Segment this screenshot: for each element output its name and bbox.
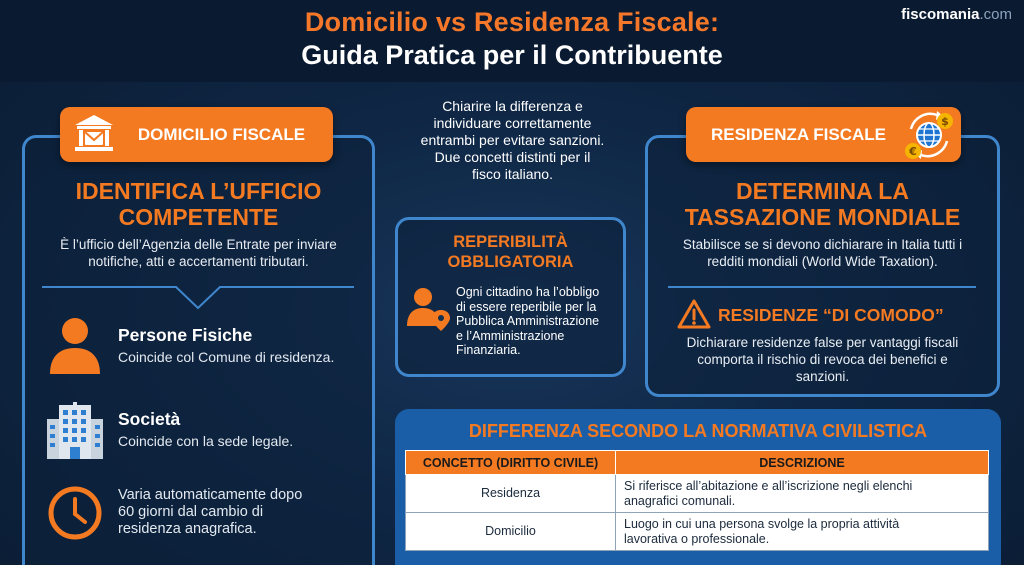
office-building-icon xyxy=(44,400,106,462)
table-cell-description xyxy=(616,475,989,513)
divider-left-a xyxy=(42,286,177,288)
reperibilita-title-line2: OBBLIGATORIA xyxy=(447,253,574,271)
clock-icon xyxy=(46,484,104,542)
title-line1: Domicilio vs Residenza Fiscale: xyxy=(304,7,720,37)
table-header-row xyxy=(406,451,989,475)
domicilio-description-line1: È l’ufficio dell’Agenzia delle Entrate per inviare xyxy=(60,237,337,252)
bank-mail-icon xyxy=(70,111,118,159)
societa-title: Società xyxy=(118,409,181,429)
warning-text-line3: sanzioni. xyxy=(795,369,850,384)
warning-text-line2: comporta il rischio di revoca dei benefici e xyxy=(697,352,948,367)
warning-text xyxy=(645,334,1000,385)
divider-right xyxy=(668,286,976,288)
reperibilita-text-line1: Ogni cittadino ha l’obbligo xyxy=(456,285,600,299)
domicilio-tag-label: DOMICILIO FISCALE xyxy=(137,124,306,144)
brand-name: fiscomania xyxy=(901,6,980,23)
brand-logo xyxy=(901,6,1012,23)
warning-icon xyxy=(676,297,712,331)
clock-text-line3: residenza anagrafica. xyxy=(118,521,257,537)
persone-fisiche-title: Persone Fisiche xyxy=(118,325,253,345)
reperibilita-text-line2: di essere reperibile per la xyxy=(456,299,597,314)
intro-line5: fisco italiano. xyxy=(472,166,553,182)
person-icon xyxy=(45,315,105,377)
residenza-tag-label: RESIDENZA FISCALE xyxy=(710,124,887,144)
reperibilita-text-line5: Finanziaria. xyxy=(456,343,521,357)
table-header-description: DESCRIZIONE xyxy=(616,451,989,475)
domicilio-heading-line2: COMPETENTE xyxy=(118,204,279,230)
svg-text:€: € xyxy=(909,145,917,158)
clock-text-line1: Varia automaticamente dopo xyxy=(118,487,303,503)
divider-notch xyxy=(175,286,221,310)
normativa-table xyxy=(405,450,989,551)
warning-title: RESIDENZE “DI COMODO” xyxy=(718,305,944,325)
reperibilita-title-line1: REPERIBILITÀ xyxy=(453,233,568,251)
table-cell-concept: Domicilio xyxy=(406,513,616,551)
table-cell-description-line1: Luogo in cui una persona svolge la propria attività xyxy=(624,516,900,531)
globe-currency-icon xyxy=(902,108,956,162)
intro-line4: Due concetti distinti per il xyxy=(434,149,591,165)
table-cell-description-line2: anagrafici comunali. xyxy=(624,493,736,508)
reperibilita-text-line4: e l’Amministrazione xyxy=(456,328,565,343)
reperibilita-title xyxy=(395,232,626,272)
table-cell-description-line2: lavorativa o professionale. xyxy=(624,531,770,546)
person-location-icon xyxy=(405,285,453,333)
residenza-description xyxy=(645,236,1000,270)
normativa-title: DIFFERENZA SECONDO LA NORMATIVA CIVILISTICA xyxy=(468,421,928,441)
intro-line2: individuare correttamente xyxy=(433,115,592,131)
table-row xyxy=(406,513,989,551)
domicilio-heading xyxy=(22,178,375,230)
reperibilita-text xyxy=(456,285,621,358)
intro-line1: Chiarire la differenza e xyxy=(442,98,583,114)
residenza-heading-line1: DETERMINA LA xyxy=(736,178,909,204)
residenza-heading-line2: TASSAZIONE MONDIALE xyxy=(684,204,961,230)
intro-text xyxy=(395,98,630,183)
domicilio-heading-line1: IDENTIFICA L’UFFICIO xyxy=(75,178,322,204)
reperibilita-text-line3: Pubblica Amministrazione xyxy=(456,314,600,328)
table-cell-description xyxy=(616,513,989,551)
residenza-description-line2: redditi mondiali (World Wide Taxation). xyxy=(707,254,938,269)
persone-fisiche-text: Coincide col Comune di residenza. xyxy=(118,349,335,365)
table-cell-concept: Residenza xyxy=(406,475,616,513)
brand-suffix: .com xyxy=(979,6,1012,23)
table-cell-description-line1: Si riferisce all’abitazione e all’iscrizione negli elenchi xyxy=(624,478,913,493)
clock-text-line2: 60 giorni dal cambio di xyxy=(118,504,264,520)
table-header-concept: CONCETTO (DIRITTO CIVILE) xyxy=(406,451,616,475)
table-row xyxy=(406,475,989,513)
divider-left-b xyxy=(219,286,354,288)
domicilio-description-line2: notifiche, atti e accertamenti tributari. xyxy=(88,254,309,269)
warning-text-line1: Dichiarare residenze false per vantaggi fiscali xyxy=(686,335,959,350)
residenza-description-line1: Stabilisce se si devono dichiarare in Italia tutti i xyxy=(682,237,963,252)
residenza-heading xyxy=(645,178,1000,230)
intro-line3: entrambi per evitare sanzioni. xyxy=(420,132,605,148)
clock-text xyxy=(118,487,302,538)
societa-text: Coincide con la sede legale. xyxy=(118,433,294,449)
domicilio-description xyxy=(22,236,375,270)
svg-text:$: $ xyxy=(941,115,949,128)
title-line2: Guida Pratica per il Contribuente xyxy=(301,40,723,70)
